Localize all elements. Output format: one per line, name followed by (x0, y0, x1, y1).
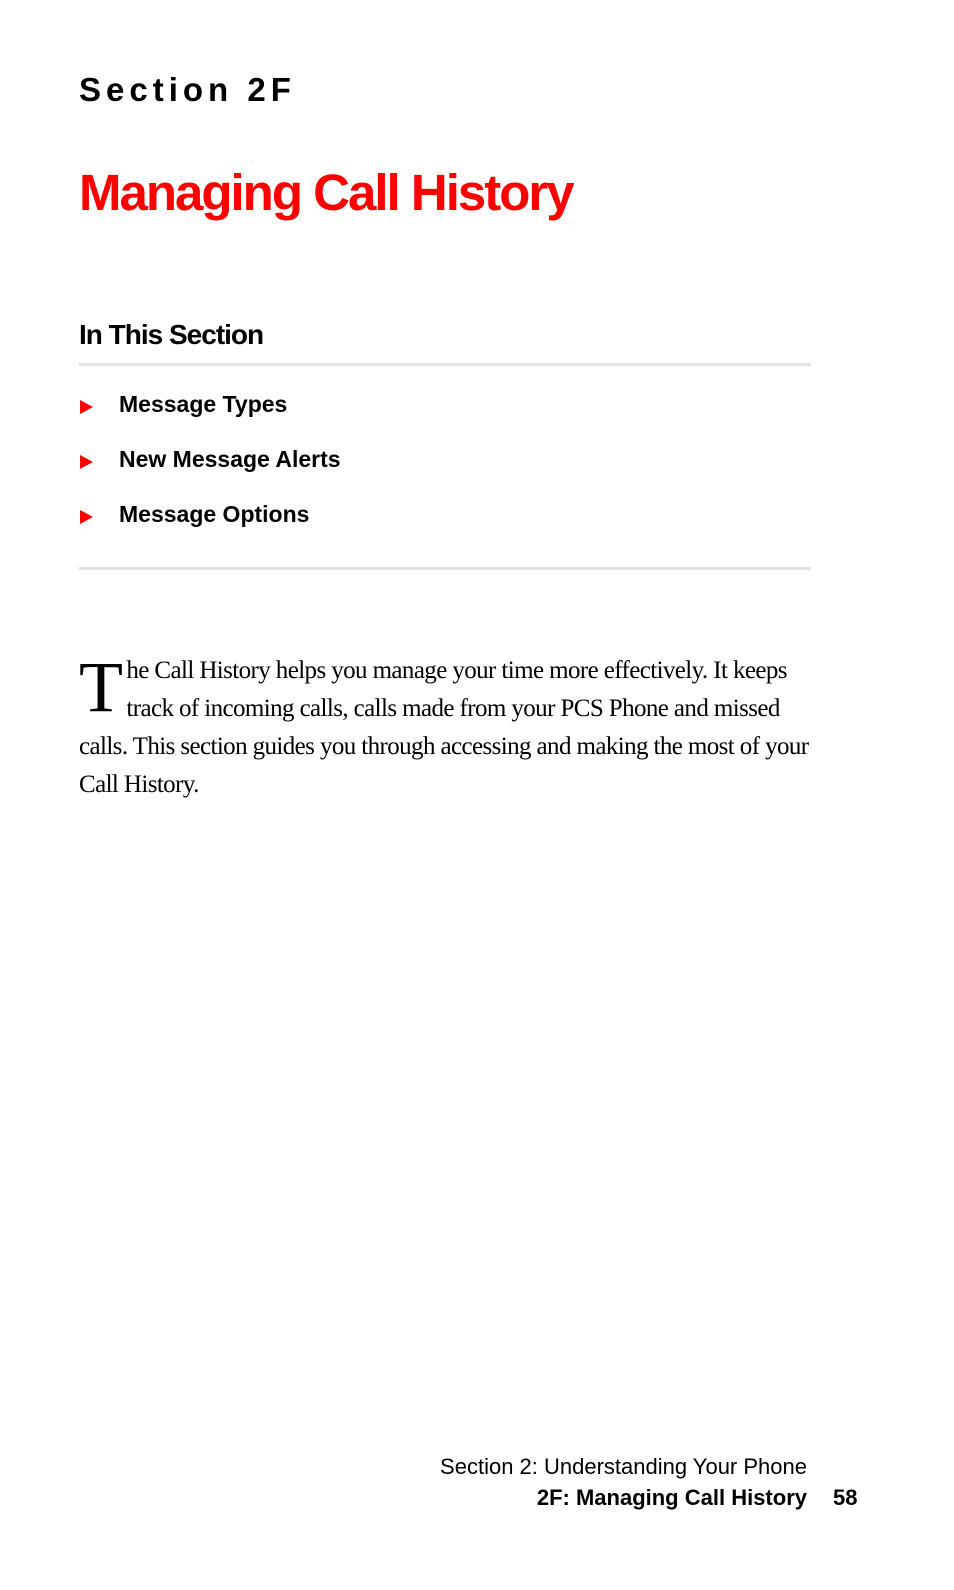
toc-item-label: Message Types (119, 391, 288, 417)
toc-item-message-options (79, 496, 310, 551)
toc-list (79, 386, 341, 551)
red-triangle-bullet-icon (80, 510, 93, 524)
toc-top-divider (79, 363, 811, 366)
toc-item-new-message-alerts (79, 441, 341, 496)
toc-heading: In This Section (79, 319, 264, 350)
footer-section-name: Section 2: Understanding Your Phone (440, 1454, 807, 1479)
red-triangle-bullet-icon (80, 400, 93, 414)
page-title: Managing Call History (79, 164, 573, 221)
page-number: 58 (833, 1485, 858, 1510)
toc-item-message-types (79, 386, 288, 441)
toc-item-label: New Message Alerts (119, 446, 341, 472)
intro-paragraph (79, 647, 811, 804)
drop-cap: T (79, 647, 123, 727)
section-label: Section 2F (79, 71, 296, 108)
red-triangle-bullet-icon (80, 455, 93, 469)
footer-chapter-name: 2F: Managing Call History (536, 1485, 807, 1510)
toc-item-label: Message Options (119, 501, 310, 527)
intro-text: he Call History helps you manage your time more effectively. It keeps track of incoming calls, calls made from your PCS Phone and missed calls. This section guides you through accessing and making the most of your Call History. (79, 657, 809, 798)
toc-bottom-divider (79, 567, 811, 570)
